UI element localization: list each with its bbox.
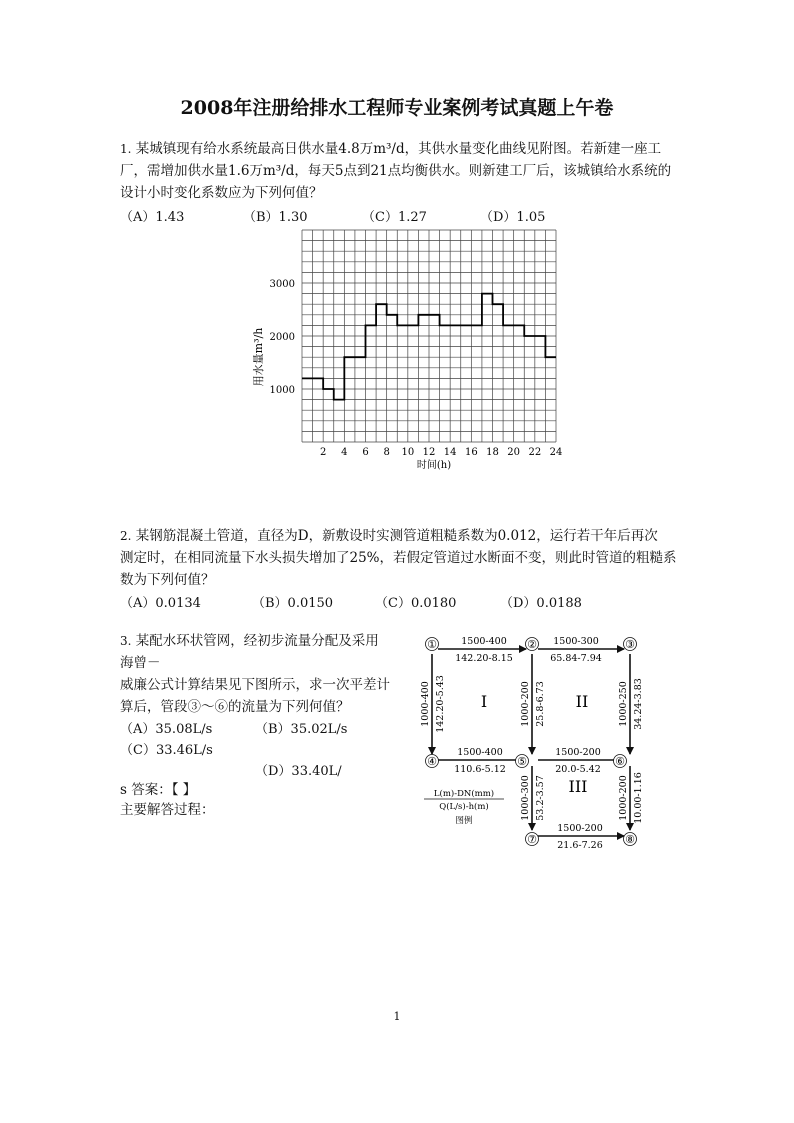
pipe-5-7-left: 1000-300 — [520, 775, 531, 821]
node-7: ⑦ — [527, 833, 537, 846]
node-1: ① — [427, 638, 437, 651]
q2-text-3: 数为下列何值？ — [120, 572, 215, 588]
q3-text-4: 算后，管段③～⑥的流量为下列何值？ — [120, 699, 350, 715]
loop-1-label: I — [480, 692, 488, 711]
q2-text-2: 测定时，在相同流量下水头损失增加了25%，若假定管道过水断面不变，则此时管道的粗糙系 — [120, 550, 677, 566]
x-tick-label: 22 — [528, 447, 542, 458]
pipe-2-3-bottom: 65.84-7.94 — [550, 653, 602, 664]
chart-grid — [302, 230, 556, 442]
pipe-2-3-top: 1500-300 — [553, 636, 599, 647]
pipe-6-8-left: 1000-200 — [618, 775, 629, 821]
chart-y-ticks — [270, 279, 295, 396]
x-tick-label: 2 — [319, 447, 327, 458]
x-tick-label: 18 — [486, 447, 499, 458]
pipe-6-8-right: 10.00-1.16 — [633, 772, 644, 824]
water-usage-chart — [240, 225, 570, 475]
q3-line-1 — [120, 630, 379, 652]
x-tick-label: 8 — [383, 447, 390, 458]
x-tick-label: 4 — [341, 447, 348, 458]
pipe-5-6-top: 1500-200 — [555, 747, 601, 758]
pipe-network-diagram — [418, 632, 650, 850]
pipe-3-6-right: 34.24-3.83 — [633, 678, 644, 730]
q2-text-1: 某钢筋混凝土管道，直径为D，新敷设时实测管道粗糙系数为0.012，运行若干年后再次 — [135, 528, 658, 544]
node-8: ⑧ — [625, 833, 635, 846]
x-tick-label: 24 — [549, 447, 563, 458]
q3-text-1: 某配水环状管网，经初步流量分配及采用 — [135, 633, 379, 649]
q1-option-c: （C）1.27 — [362, 210, 427, 225]
q1-number: 1. — [120, 142, 132, 156]
x-tick-label: 6 — [362, 447, 369, 458]
y-tick-label: 2000 — [269, 332, 295, 343]
loop-3-label: III — [568, 777, 588, 796]
page-title: 2008年注册给排水工程师专业案例考试真题上午卷 — [180, 97, 614, 119]
x-tick-label: 10 — [401, 447, 415, 458]
q1-option-a: （A）1.43 — [120, 210, 185, 225]
q1-text-1: 某城镇现有给水系统最高日供水量4.8万m³/d，其供水量变化曲线见附图。若新建一座工 — [135, 141, 662, 157]
loop-2-label: II — [575, 692, 589, 711]
x-tick-label: 14 — [443, 447, 457, 458]
pipe-4-5-bottom: 110.6-5.12 — [454, 764, 506, 775]
q3-option-c: （C）33.46L/s — [120, 743, 213, 758]
q3-option-d: （D）33.40L/ — [255, 764, 342, 779]
legend-top: L(m)-DN(mm) — [433, 789, 495, 799]
legend-bottom: Q(L/s)-h(m) — [439, 802, 489, 812]
q1-line-1 — [120, 138, 661, 160]
chart-x-ticks — [320, 447, 562, 458]
q2-option-a: （A）0.0134 — [120, 596, 201, 611]
q3-option-d-tail: s — [120, 782, 127, 798]
pipe-3-6-left: 1000-250 — [618, 681, 629, 727]
answer-label: 答案：【 】 — [131, 782, 197, 798]
x-tick-label: 12 — [422, 447, 436, 458]
q1-option-d: （D）1.05 — [480, 210, 546, 225]
node-2: ② — [527, 638, 537, 651]
q3-option-a: （A）35.08L/s — [120, 722, 213, 737]
pipe-1-4-left: 1000-400 — [420, 681, 431, 727]
q3-text-2: 海曾－ — [120, 655, 161, 671]
q2-option-d: （D）0.0188 — [500, 596, 582, 611]
node-6: ⑥ — [615, 755, 625, 768]
legend-caption: 图例 — [455, 816, 473, 826]
node-4: ④ — [427, 755, 437, 768]
y-tick-label: 1000 — [269, 385, 295, 396]
chart-ylabel: 用水量m³/h — [252, 327, 265, 387]
node-3: ③ — [625, 638, 635, 651]
pipe-7-8-top: 1500-200 — [557, 823, 603, 834]
q1-text-2: 厂，需增加供水量1.6万m³/d，每天5点到21点均衡供水。则新建工厂后，该城镇给水系统的 — [120, 163, 672, 179]
pipe-2-5-left: 1000-200 — [520, 681, 531, 727]
process-label: 主要解答过程： — [120, 802, 215, 818]
q1-text-3: 设计小时变化系数应为下列何值？ — [120, 185, 323, 201]
q3-number: 3. — [120, 634, 132, 648]
q3-answer-line — [120, 779, 196, 801]
q2-number: 2. — [120, 529, 132, 543]
q2-line-1 — [120, 525, 658, 547]
pipe-4-5-top: 1500-400 — [457, 747, 503, 758]
pipe-5-7-right: 53.2-3.57 — [535, 775, 546, 821]
pipe-1-2-top: 1500-400 — [461, 636, 507, 647]
chart-xlabel: 时间(h) — [416, 460, 452, 471]
pipe-1-4-right: 142.20-5.43 — [435, 675, 446, 733]
q1-option-b: （B）1.30 — [243, 210, 308, 225]
q3-option-b: （B）35.02L/s — [255, 722, 348, 737]
page-number: 1 — [393, 1010, 401, 1023]
y-tick-label: 3000 — [269, 279, 295, 290]
pipe-2-5-right: 25.8-6.73 — [535, 681, 546, 727]
pipe-1-2-bottom: 142.20-8.15 — [455, 653, 513, 664]
q3-text-3: 威廉公式计算结果见下图所示，求一次平差计 — [120, 677, 390, 693]
q2-option-b: （B）0.0150 — [252, 596, 334, 611]
x-tick-label: 16 — [464, 447, 478, 458]
pipe-5-6-bottom: 20.0-5.42 — [555, 764, 601, 775]
q2-option-c: （C）0.0180 — [375, 596, 457, 611]
pipe-7-8-bottom: 21.6-7.26 — [557, 840, 603, 850]
x-tick-label: 20 — [507, 447, 521, 458]
node-5: ⑤ — [517, 755, 527, 768]
